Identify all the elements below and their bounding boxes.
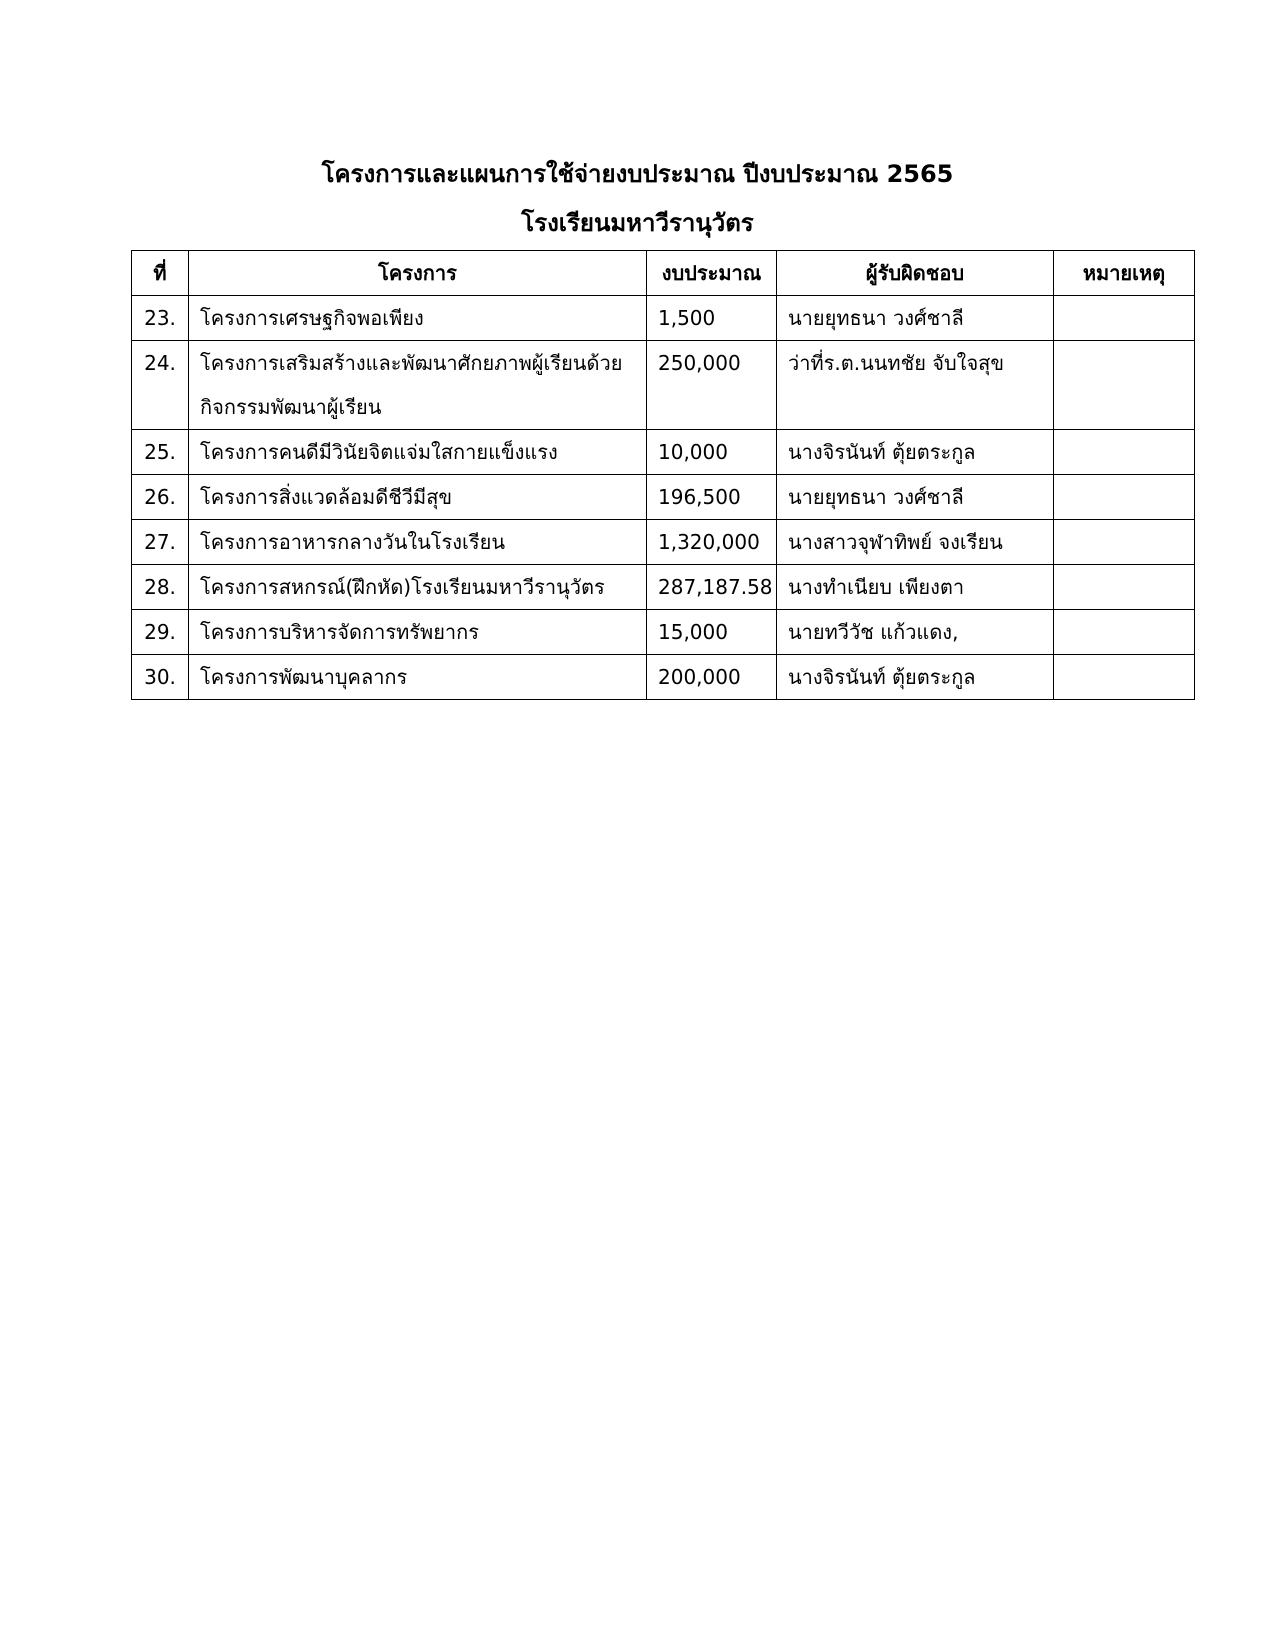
header-no: ที่ [132, 251, 189, 296]
remark-cell [1054, 341, 1195, 430]
responsible-person: นางสาวจุฬาทิพย์ จงเรียน [777, 520, 1054, 565]
header-project: โครงการ [189, 251, 647, 296]
responsible-person: นายยุทธนา วงศ์ชาลี [777, 296, 1054, 341]
responsible-person: นางจิรนันท์ ตุ้ยตระกูล [777, 655, 1054, 700]
table-row [132, 296, 1195, 341]
header-responsible: ผู้รับผิดชอบ [777, 251, 1054, 296]
table-row [132, 475, 1195, 520]
table-row [132, 610, 1195, 655]
row-number: 27. [132, 520, 189, 565]
budget-amount: 10,000 [647, 430, 777, 475]
budget-amount: 200,000 [647, 655, 777, 700]
table-header-row [132, 251, 1195, 296]
remark-cell [1054, 565, 1195, 610]
header-remark: หมายเหตุ [1054, 251, 1195, 296]
remark-cell [1054, 610, 1195, 655]
budget-table [131, 250, 1195, 700]
project-name: โครงการสหกรณ์(ฝึกหัด)โรงเรียนมหาวีรานุวัตร [189, 565, 647, 610]
school-name: โรงเรียนมหาวีรานุวัตร [521, 209, 754, 237]
budget-amount: 15,000 [647, 610, 777, 655]
row-number: 28. [132, 565, 189, 610]
budget-amount: 1,320,000 [647, 520, 777, 565]
project-name: โครงการสิ่งแวดล้อมดีชีวีมีสุข [189, 475, 647, 520]
project-name: โครงการพัฒนาบุคลากร [189, 655, 647, 700]
row-number: 24. [132, 341, 189, 430]
budget-amount: 287,187.58 [647, 565, 777, 610]
document-title: โครงการและแผนการใช้จ่ายงบประมาณ ปีงบประมาณ 2565 [321, 160, 954, 188]
responsible-person: ว่าที่ร.ต.นนทชัย จับใจสุข [777, 341, 1054, 430]
project-name: โครงการอาหารกลางวันในโรงเรียน [189, 520, 647, 565]
budget-amount: 1,500 [647, 296, 777, 341]
responsible-person: นายยุทธนา วงศ์ชาลี [777, 475, 1054, 520]
row-number: 26. [132, 475, 189, 520]
project-name: โครงการเสริมสร้างและพัฒนาศักยภาพผู้เรียนด้วยกิจกรรมพัฒนาผู้เรียน [189, 341, 647, 430]
remark-cell [1054, 520, 1195, 565]
responsible-person: นายทวีวัช แก้วแดง, [777, 610, 1054, 655]
project-name: โครงการคนดีมีวินัยจิตแจ่มใสกายแข็งแรง [189, 430, 647, 475]
row-number: 30. [132, 655, 189, 700]
remark-cell [1054, 475, 1195, 520]
table-row [132, 341, 1195, 430]
row-number: 25. [132, 430, 189, 475]
table-row [132, 520, 1195, 565]
responsible-person: นางจิรนันท์ ตุ้ยตระกูล [777, 430, 1054, 475]
project-name: โครงการเศรษฐกิจพอเพียง [189, 296, 647, 341]
table-row [132, 565, 1195, 610]
budget-amount: 250,000 [647, 341, 777, 430]
row-number: 29. [132, 610, 189, 655]
remark-cell [1054, 430, 1195, 475]
budget-amount: 196,500 [647, 475, 777, 520]
header-budget: งบประมาณ [647, 251, 777, 296]
row-number: 23. [132, 296, 189, 341]
remark-cell [1054, 655, 1195, 700]
project-name: โครงการบริหารจัดการทรัพยากร [189, 610, 647, 655]
table-row [132, 655, 1195, 700]
responsible-person: นางทำเนียบ เพียงตา [777, 565, 1054, 610]
remark-cell [1054, 296, 1195, 341]
table-row [132, 430, 1195, 475]
